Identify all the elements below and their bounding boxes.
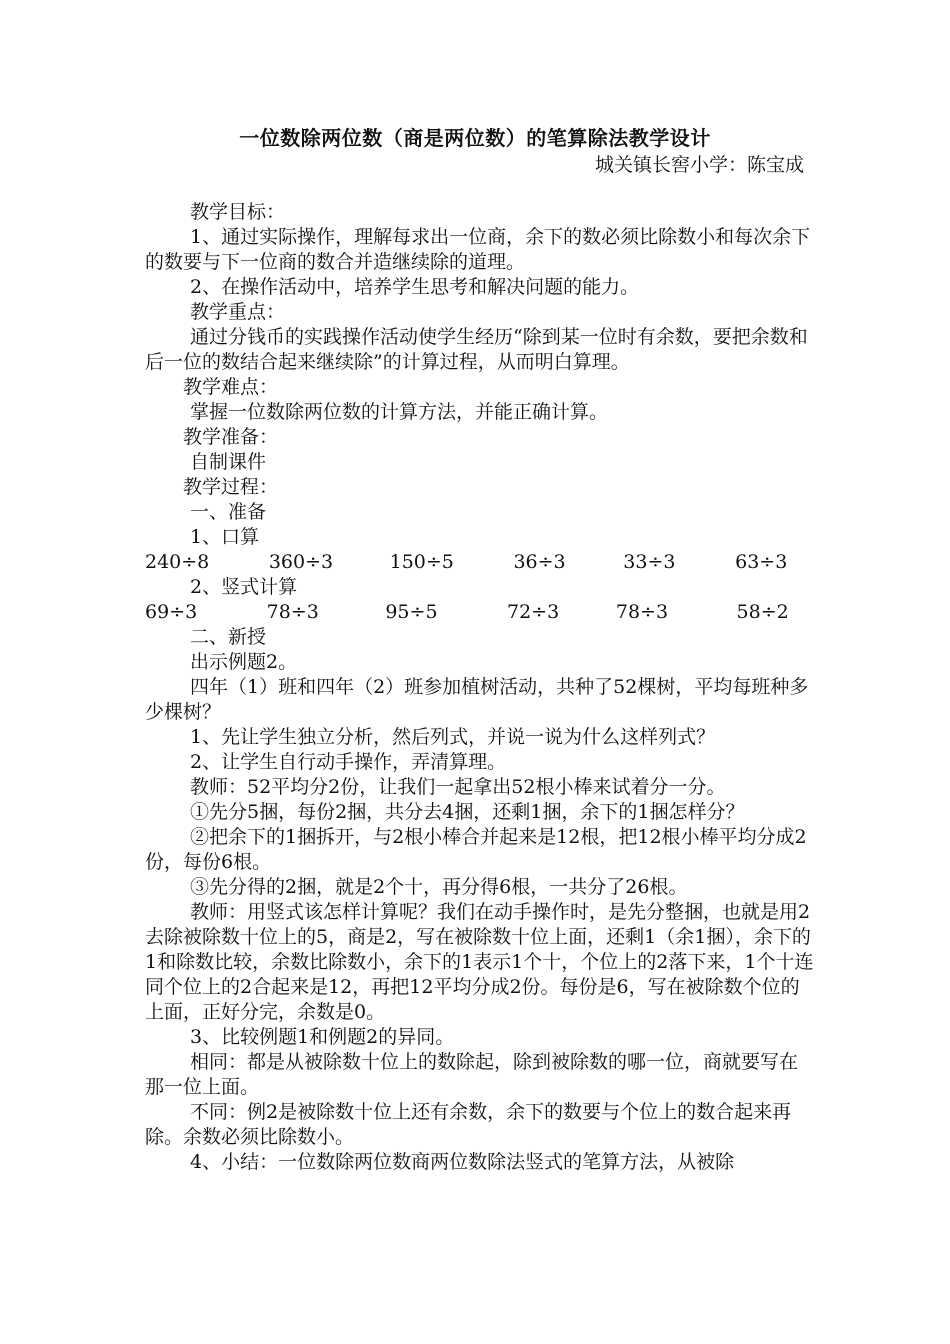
operation-2: ②把余下的1捆拆开，与2根小棒合并起来是12根，把12根小棒平均分成2份，每份6根。 — [145, 826, 807, 873]
teacher-line-1: 教师：52平均分2份，让我们一起拿出52根小棒来试着分一分。 — [190, 776, 726, 798]
heading-key-point: 教学重点： — [190, 301, 286, 323]
step-1: 1、先让学生独立分析，然后列式，并说一说为什么这样列式？ — [190, 726, 716, 748]
section-new: 二、新授 — [190, 626, 267, 648]
vertical-calc-item: 78÷3 — [266, 601, 319, 623]
heading-objectives: 教学目标： — [190, 201, 286, 223]
operation-1: ①先分5捆，每份2捆，共分去4捆，还剩1捆，余下的1捆怎样分？ — [190, 801, 745, 823]
oral-calc-item: 63÷3 — [735, 551, 788, 573]
heading-process: 教学过程： — [183, 476, 279, 498]
summary: 4、小结：一位数除两位数商两位数除法竖式的笔算方法，从被除 — [190, 1151, 735, 1173]
preparation-text: 自制课件 — [190, 451, 267, 473]
oral-calc-item: 33÷3 — [623, 551, 676, 573]
vertical-calc-item: 69÷3 — [145, 601, 198, 623]
difficulty-text: 掌握一位数除两位数的计算方法，并能正确计算。 — [190, 401, 609, 423]
difference: 不同：例2是被除数十位上还有余数，余下的数要与个位上的数合起来再除。余数必须比除数小。 — [145, 1101, 792, 1148]
heading-preparation: 教学准备： — [183, 426, 279, 448]
operation-3: ③先分得的2捆，就是2个十，再分得6根，一共分了26根。 — [190, 876, 688, 898]
vertical-calc-item: 95÷5 — [385, 601, 438, 623]
objective-2: 2、在操作活动中，培养学生思考和解决问题的能力。 — [190, 276, 640, 298]
section-prep: 一、准备 — [190, 501, 267, 523]
document-title: 一位数除两位数（商是两位数）的笔算除法教学设计 — [239, 126, 711, 150]
key-point-text: 通过分钱币的实践操作活动使学生经历“除到某一位时有余数，要把余数和后一位的数结合起来继续除”的计算过程，从而明白算理。 — [145, 326, 808, 373]
author-line: 城关镇长窖小学：陈宝成 — [594, 154, 804, 176]
vertical-calc-heading: 2、竖式计算 — [190, 576, 298, 598]
vertical-calc-item: 72÷3 — [506, 601, 560, 623]
step-3: 3、比较例题1和例题2的异同。 — [190, 1026, 455, 1048]
vertical-calc-item: 78÷3 — [615, 601, 669, 623]
oral-calc-row — [145, 550, 815, 575]
oral-calc-item: 240÷8 — [145, 551, 210, 573]
oral-calc-item: 360÷3 — [268, 551, 334, 573]
teacher-line-2: 教师：用竖式该怎样计算呢？我们在动手操作时，是先分整捆，也就是用2去除被除数十位上的5，商是2，写在被除数十位上面，还剩1（余1捆），余下的1和除数比较，余数比除数小，余下的1表示1个十，个位上的2落下来，1个十连同个位上的2合起来是12，再把12平均分成2份。每份是6，写在被除数个位的上面，正好分完，余数是0。 — [145, 901, 814, 1023]
step-2: 2、让学生自行动手操作，弄清算理。 — [190, 751, 507, 773]
similarity: 相同：都是从被除数十位上的数除起，除到被除数的哪一位，商就要写在那一位上面。 — [145, 1051, 799, 1098]
heading-difficulty: 教学难点： — [183, 376, 279, 398]
vertical-calc-item: 58÷2 — [736, 601, 789, 623]
example-problem: 四年（1）班和四年（2）班参加植树活动，共种了52棵树，平均每班种多少棵树？ — [145, 676, 809, 723]
oral-calc-item: 36÷3 — [513, 551, 566, 573]
oral-calc-heading: 1、口算 — [190, 526, 260, 548]
objective-1: 1、通过实际操作，理解每求出一位商，余下的数必须比除数小和每次余下的数要与下一位商的数合并造继续除的道理。 — [145, 226, 811, 273]
example-intro: 出示例题2。 — [190, 651, 298, 673]
document-body — [145, 200, 815, 1175]
oral-calc-item: 150÷5 — [389, 551, 454, 573]
vertical-calc-row — [145, 600, 815, 625]
